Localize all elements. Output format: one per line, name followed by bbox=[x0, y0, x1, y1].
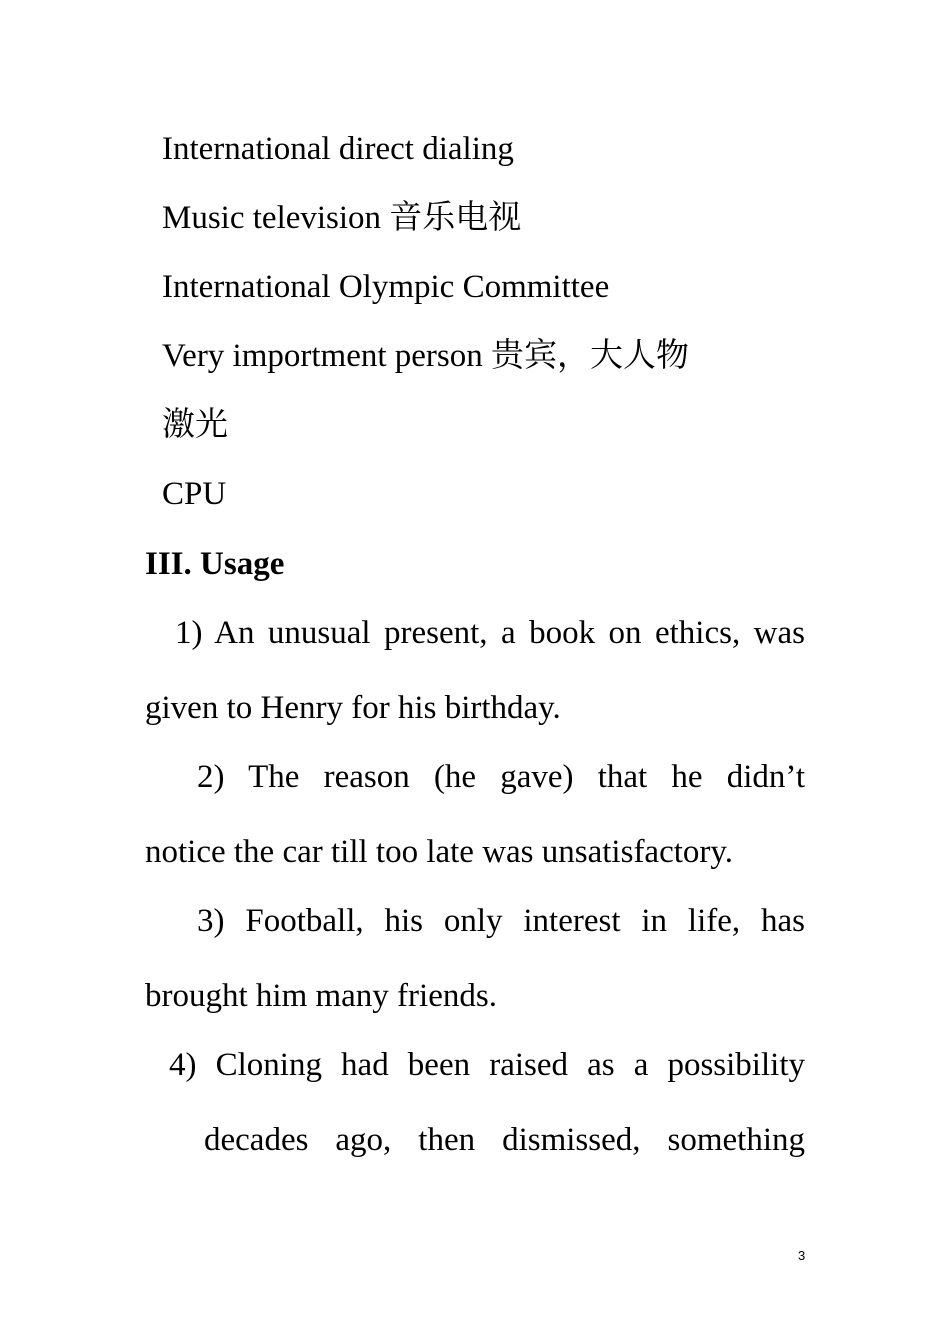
usage-example-line: brought him many friends. bbox=[145, 978, 497, 1014]
abbreviation-item: Very importment person 贵宾，大人物 bbox=[162, 338, 690, 374]
abbreviation-item: 激光 bbox=[162, 407, 228, 443]
usage-example-line: given to Henry for his birthday. bbox=[145, 690, 561, 726]
usage-example-line: 2) The reason (he gave) that he didn’t bbox=[197, 759, 805, 795]
abbreviation-item: International direct dialing bbox=[162, 131, 514, 167]
usage-example-line: 3) Football, his only interest in life, has bbox=[197, 903, 805, 939]
abbreviation-item: Music television 音乐电视 bbox=[162, 200, 522, 236]
usage-example-line: notice the car till too late was unsatisfactory. bbox=[145, 834, 733, 870]
usage-example-line: decades ago, then dismissed, something bbox=[204, 1122, 805, 1158]
usage-example-line: 4) Cloning had been raised as a possibility bbox=[169, 1047, 805, 1083]
abbreviation-item: International Olympic Committee bbox=[162, 269, 610, 305]
abbreviation-item: CPU bbox=[162, 476, 227, 512]
section-heading: III. Usage bbox=[145, 546, 285, 582]
usage-example-line: 1) An unusual present, a book on ethics, was bbox=[175, 615, 805, 651]
page-number: 3 bbox=[798, 1248, 806, 1263]
